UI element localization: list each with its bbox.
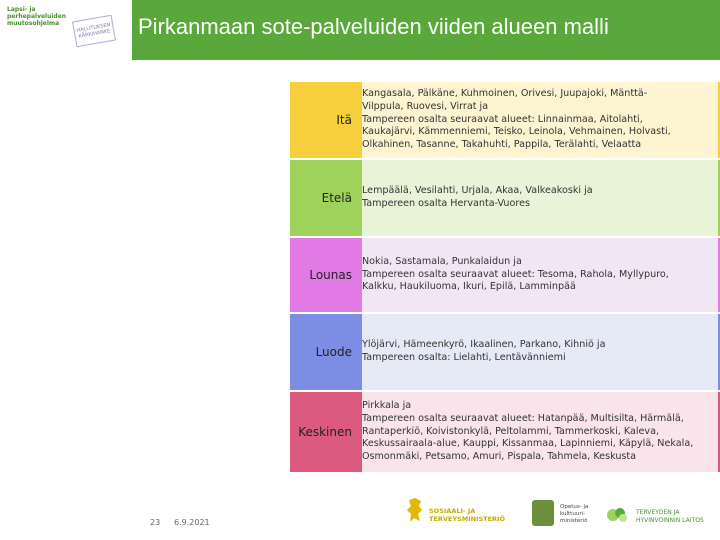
okm-logo-text: Opetus- ja kulttuuri- ministeriö bbox=[560, 504, 589, 524]
municipality-line: Tampereen osalta seuraavat alueet: Hatanpää, Multisilta, Härmälä, bbox=[362, 412, 684, 424]
region-row-itä bbox=[290, 82, 720, 158]
municipality-line: Nokia, Sastamala, Punkalaidun ja bbox=[362, 255, 522, 267]
region-label: Etelä bbox=[321, 191, 352, 205]
region-label: Lounas bbox=[309, 268, 352, 282]
municipality-line: Pirkkala ja bbox=[362, 400, 412, 412]
program-logo bbox=[0, 0, 132, 60]
municipality-line: Ylöjärvi, Hämeenkyrö, Ikaalinen, Parkano, Kihniö ja bbox=[362, 339, 606, 351]
stm-logo-text: SOSIAALI- JA TERVEYSMINISTERIÖ bbox=[429, 507, 505, 523]
region-row-lounas bbox=[290, 238, 720, 312]
region-label: Luode bbox=[315, 345, 352, 359]
lion-crest-icon bbox=[405, 496, 425, 524]
region-municipalities bbox=[362, 314, 718, 390]
municipality-line: Lempäälä, Vesilahti, Urjala, Akaa, Valkeakoski ja bbox=[362, 185, 593, 197]
municipality-line: Keskussairaala-alue, Kauppi, Kissanmaa, Lapinniemi, Käpylä, Nekala, bbox=[362, 438, 694, 450]
region-municipalities bbox=[362, 160, 718, 236]
municipality-line: Osmonmäki, Petsamo, Amuri, Pispala, Tahmela, Keskusta bbox=[362, 451, 637, 463]
municipality-line: Tampereen osalta: Lielahti, Lentävänniemi bbox=[362, 352, 566, 363]
region-row-etelä bbox=[290, 160, 720, 236]
region-municipalities bbox=[362, 392, 718, 472]
region-municipalities bbox=[362, 82, 718, 158]
thl-logo-text: TERVEYDEN JA HYVINVOINNIN LAITOS bbox=[636, 509, 704, 524]
thl-leaf-icon bbox=[605, 505, 629, 525]
municipality-line: Rantaperkiö, Koivistonkylä, Peltolammi, Tammerkoski, Kaleva, bbox=[362, 425, 660, 437]
municipality-line: Vilppula, Ruovesi, Virrat ja bbox=[362, 100, 489, 112]
page-number: 23 bbox=[150, 518, 161, 527]
region-row-keskinen bbox=[290, 392, 720, 472]
municipality-line: Tampereen osalta seuraavat alueet: Linnainmaa, Aitolahti, bbox=[362, 113, 643, 125]
municipality-line: Tampereen osalta Hervanta-Vuores bbox=[362, 198, 530, 209]
region-municipalities bbox=[362, 238, 718, 312]
municipality-line: Kalkku, Haukiluoma, Ikuri, Epilä, Lamminpää bbox=[362, 281, 576, 293]
footer-date: 6.9.2021 bbox=[174, 518, 210, 527]
program-logo-text: Lapsi- ja perhepalveluiden muutosohjelma bbox=[7, 6, 67, 27]
header-bar bbox=[0, 0, 720, 60]
municipality-line: Tampereen osalta seuraavat alueet: Tesoma, Rahola, Myllypuro, bbox=[362, 268, 669, 280]
region-label: Keskinen bbox=[298, 425, 352, 439]
region-label: Itä bbox=[336, 113, 352, 127]
region-row-luode bbox=[290, 314, 720, 390]
municipality-line: Olkahinen, Tasanne, Takahuhti, Pappila, Terälahti, Velaatta bbox=[362, 139, 642, 151]
okm-emblem-icon bbox=[532, 500, 554, 526]
municipality-line: Kangasala, Pälkäne, Kuhmoinen, Orivesi, Juupajoki, Mänttä- bbox=[362, 88, 648, 100]
municipality-line: Kaukajärvi, Kämmenniemi, Teisko, Leinola, Vehmainen, Holvasti, bbox=[362, 126, 671, 138]
page-title: Pirkanmaan sote-palveluiden viiden alueen malli bbox=[138, 14, 609, 39]
program-badge: HALLITUKSEN KÄRKIHANKE bbox=[72, 15, 116, 48]
